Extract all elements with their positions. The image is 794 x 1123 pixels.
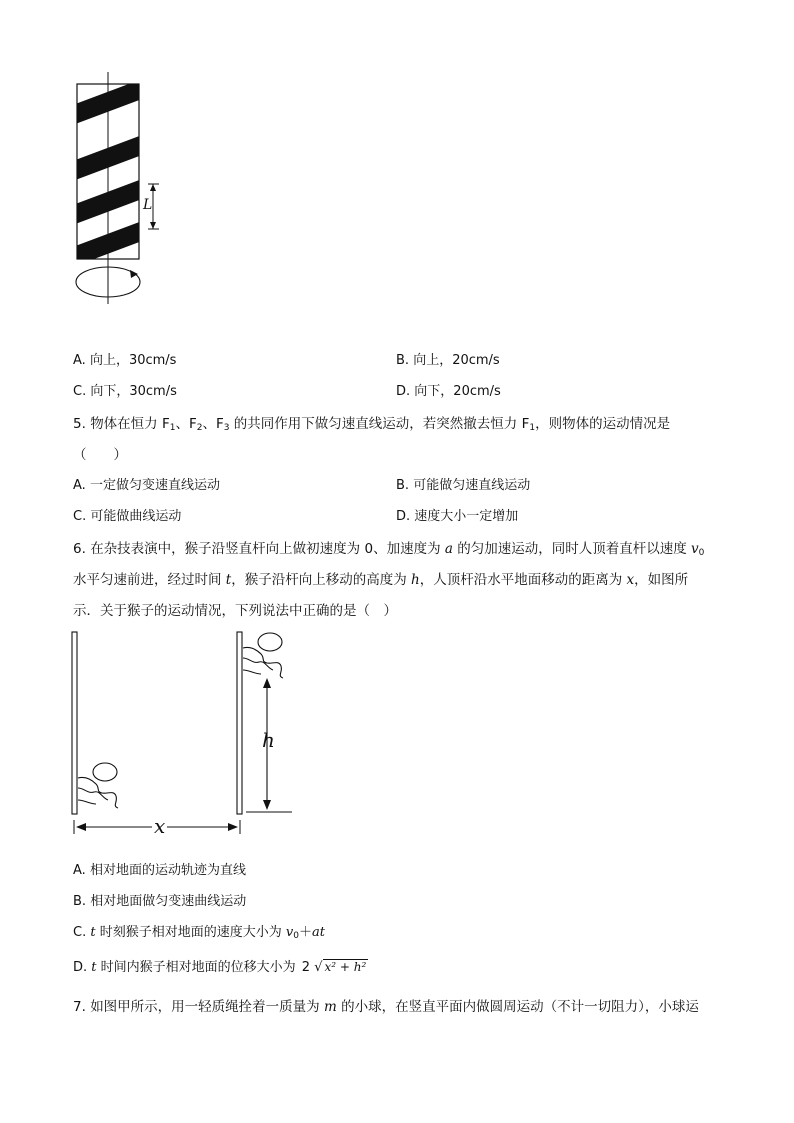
sqrt-icon: √ xyxy=(314,960,323,975)
q6-option-c[interactable]: C. t 时刻猴子相对地面的速度大小为 $v_0+at$ xyxy=(73,925,325,941)
q4-option-c[interactable]: C. 向下，30cm/s xyxy=(73,384,177,399)
q4-option-b[interactable]: B. 向上，20cm/s xyxy=(396,353,500,368)
radicand: x² + h² xyxy=(324,960,367,974)
label-h: h xyxy=(262,728,275,752)
q6-stem-line3: 示．关于猴子的运动情况，下列说法中正确的是（ ） xyxy=(73,603,397,619)
q6-option-d[interactable]: D. t 时间内猴子相对地面的位移大小为 2 √ x² + h² xyxy=(73,960,367,975)
q5-answer-paren: （ ） xyxy=(73,447,127,463)
right-pole xyxy=(237,632,242,814)
label-x: x xyxy=(154,814,166,838)
rotating-cylinder-figure xyxy=(60,68,170,306)
monkey-end-icon xyxy=(243,633,283,678)
q5-stem: 5. 物体在恒力 $F_1$、$F_2$、$F_3$ 的共同作用下做匀速直线运动，若突然撤去恒力 $F_1$，则物体的运动情况是 xyxy=(73,416,671,433)
q5-option-a[interactable]: A. 一定做匀变速直线运动 xyxy=(73,478,220,493)
q4-option-d[interactable]: D. 向下，20cm/s xyxy=(396,384,501,399)
displacement-formula: 2 √ x² + h² xyxy=(301,960,367,975)
q6-stem-line2: 水平匀速前进，经过时间 t，猴子沿杆向上移动的高度为 h，人顶杆沿水平地面移动的距离为 x，如图所 xyxy=(73,572,689,588)
q6-stem-line1: 6. 在杂技表演中，猴子沿竖直杆向上做初速度为 0、加速度为 a 的匀加速运动，同时人顶着直杆以速度 $v_0$ xyxy=(73,541,705,558)
left-pole xyxy=(72,632,77,814)
q6-option-a[interactable]: A. 相对地面的运动轨迹为直线 xyxy=(73,863,246,878)
q4-option-a[interactable]: A. 向上，30cm/s xyxy=(73,353,177,368)
cylinder-stripes xyxy=(70,76,153,268)
q5-option-c[interactable]: C. 可能做曲线运动 xyxy=(73,509,182,524)
q7-stem: 7. 如图甲所示，用一轻质绳拴着一质量为 m 的小球，在竖直平面内做圆周运动（不计一切阻力），小球运 xyxy=(73,999,699,1015)
q5-option-b[interactable]: B. 可能做匀速直线运动 xyxy=(396,478,531,493)
q6-option-b[interactable]: B. 相对地面做匀变速曲线运动 xyxy=(73,894,247,909)
monkey-start-icon xyxy=(78,763,118,808)
label-L: L xyxy=(143,197,153,213)
q5-option-d[interactable]: D. 速度大小一定增加 xyxy=(396,509,519,524)
